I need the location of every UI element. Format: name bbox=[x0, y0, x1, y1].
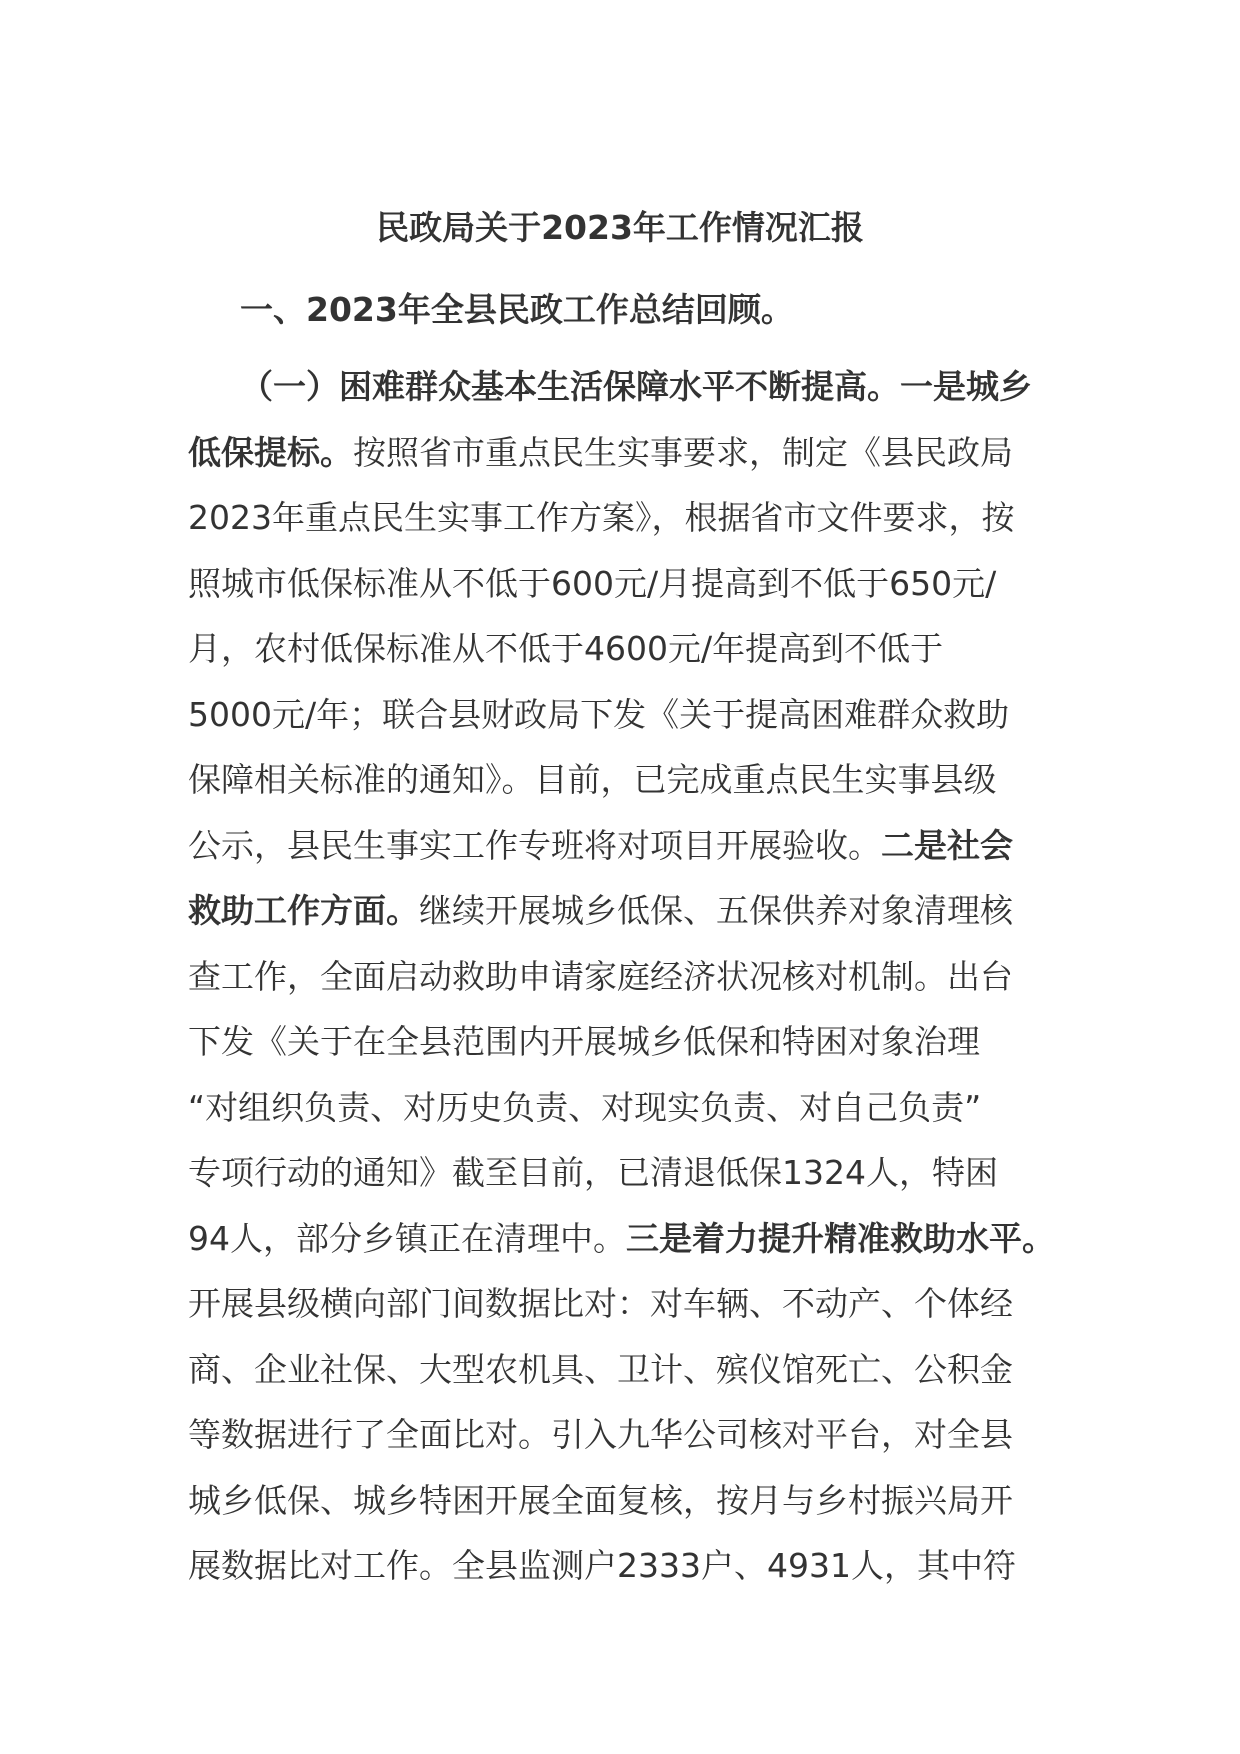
body-text: 照城市低保标准从不低于600元/月提高到不低于650元/ bbox=[188, 563, 997, 603]
section-heading: 一、2023年全县民政工作总结回顾。 bbox=[240, 290, 794, 329]
text-line bbox=[188, 889, 1078, 955]
text-line bbox=[188, 1217, 1078, 1283]
body-text: 下发《关于在全县范围内开展城乡低保和特困对象治理 bbox=[188, 1022, 980, 1061]
body-text: 等数据进行了全面比对。引入九华公司核对平台，对全县 bbox=[188, 1415, 1013, 1454]
body-text: 公示，县民生事实工作专班将对项目开展验收。 bbox=[188, 825, 881, 865]
body-text: 展数据比对工作。全县监测户2333户、4931人，其中符 bbox=[188, 1546, 1016, 1585]
bold-text: 救助工作方面。 bbox=[188, 891, 419, 930]
bold-text: （一）困难群众基本生活保障水平不断提高。一是城乡 bbox=[240, 367, 1032, 406]
text-line bbox=[188, 627, 1078, 693]
text-line bbox=[188, 562, 1078, 628]
body-text: 开展县级横向部门间数据比对：对车辆、不动产、个体经 bbox=[188, 1284, 1013, 1323]
text-line bbox=[188, 1544, 1078, 1610]
text-line bbox=[188, 1151, 1078, 1217]
body-text: 专项行动的通知》截至目前，已清退低保1324人，特困 bbox=[188, 1153, 998, 1192]
body-text: 按照省市重点民生实事要求，制定《县民政局 bbox=[353, 432, 1013, 472]
bold-text: 三是着力提升精准救助水平。 bbox=[626, 1218, 1055, 1258]
body-text: 查工作，全面启动救助申请家庭经济状况核对机制。出台 bbox=[188, 956, 1013, 996]
body-text: 保障相关标准的通知》。目前，已完成重点民生实事县级 bbox=[188, 760, 997, 799]
text-line bbox=[188, 1479, 1078, 1545]
body-text: 城乡低保、城乡特困开展全面复核，按月与乡村振兴局开 bbox=[188, 1480, 1013, 1520]
body-paragraph bbox=[188, 365, 1078, 1610]
text-line bbox=[188, 365, 1078, 431]
text-line bbox=[188, 758, 1078, 824]
text-line bbox=[188, 824, 1078, 890]
text-line bbox=[188, 496, 1078, 562]
body-text: 5000元/年；联合县财政局下发《关于提高困难群众救助 bbox=[188, 694, 1010, 734]
document-title: 民政局关于2023年工作情况汇报 bbox=[376, 208, 864, 247]
text-line bbox=[188, 955, 1078, 1021]
text-line bbox=[188, 431, 1078, 497]
body-text: 继续开展城乡低保、五保供养对象清理核 bbox=[419, 891, 1013, 930]
text-line bbox=[188, 1086, 1078, 1152]
bold-text: 二是社会 bbox=[881, 825, 1013, 865]
body-text: 月，农村低保标准从不低于4600元/年提高到不低于 bbox=[188, 629, 944, 668]
body-text: 商、企业社保、大型农机具、卫计、殡仪馆死亡、公积金 bbox=[188, 1349, 1013, 1389]
text-line bbox=[188, 1282, 1078, 1348]
body-text: “对组织负责、对历史负责、对现实负责、对自己负责” bbox=[188, 1087, 982, 1127]
body-text: 2023年重点民生实事工作方案》，根据省市文件要求，按 bbox=[188, 498, 1015, 537]
bold-text: 低保提标。 bbox=[188, 432, 353, 472]
text-line bbox=[188, 1020, 1078, 1086]
text-line bbox=[188, 1348, 1078, 1414]
body-text: 94人，部分乡镇正在清理中。 bbox=[188, 1218, 626, 1258]
text-line bbox=[188, 1413, 1078, 1479]
text-line bbox=[188, 693, 1078, 759]
